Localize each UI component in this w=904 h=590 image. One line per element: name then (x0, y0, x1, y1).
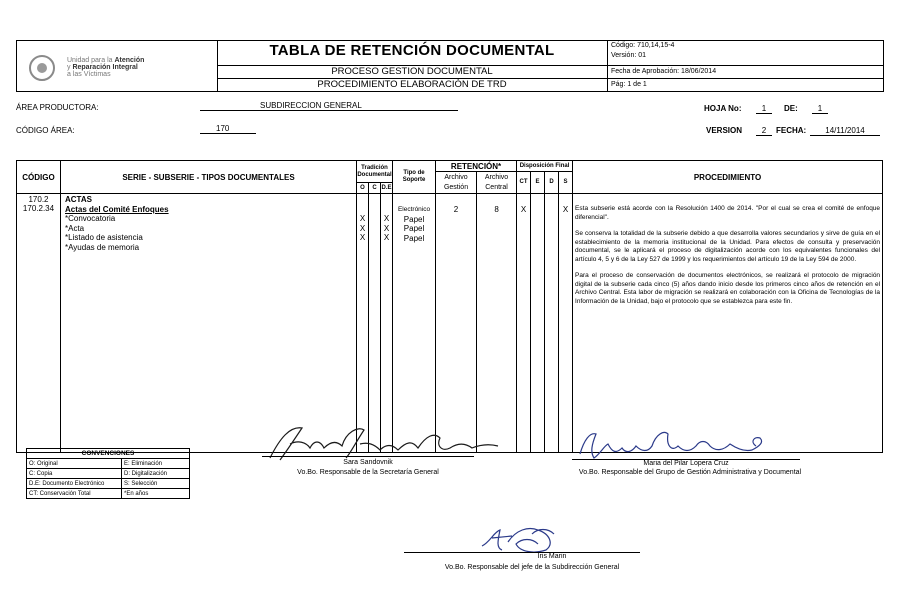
doc-code: Código: 710,14,15-4 (611, 42, 675, 49)
process-name: PROCESO GESTION DOCUMENTAL (217, 65, 607, 78)
doc-version: Versión: 01 (611, 52, 647, 59)
hoja-label: HOJA No: (704, 104, 742, 113)
signer-name: Iris Marin (537, 553, 567, 560)
col-retencion: RETENCIÓN* (436, 161, 517, 172)
codigo-area-label: CÓDIGO ÁREA: (16, 126, 75, 135)
signature-maria-icon (560, 424, 780, 464)
mark-de: X (383, 233, 390, 242)
procedimiento-text: Para el proceso de conservación de documentos electrónicos, se realizará el protocolo de migración digital de la subserie cada cinco (5) años dando inicio desde los primeros cinco años de retención en el Archivo Central. Esta labor de migración se realizará en colaboración con la Oficina de Tecnologías de la Información de la Unidad, bajo el protocolo que se establezca para este fin. (575, 272, 881, 305)
convention-item: D: Digitalización (122, 469, 190, 479)
area-label: ÁREA PRODUCTORA: (16, 103, 99, 112)
convention-item: D.E: Documento Electrónico (27, 479, 122, 489)
col-procedimiento: PROCEDIMIENTO (573, 161, 883, 194)
convention-item: C: Copia (27, 469, 122, 479)
serie-code: 170.2 (28, 195, 49, 204)
col-soporte: Tipo de Soporte (393, 161, 436, 194)
fecha-value: 14/11/2014 (810, 126, 880, 136)
table-row (17, 194, 883, 453)
unidad-victimas-logo-icon (29, 55, 55, 81)
mark-de: X (383, 223, 390, 233)
soporte: Papel (403, 233, 425, 243)
hoja-value: 1 (756, 104, 772, 114)
col-o: O (357, 183, 369, 194)
page-number: Pág: 1 de 1 (607, 78, 883, 90)
soporte: Papel (403, 224, 425, 233)
col-disposicion: Disposición Final (517, 161, 573, 172)
retention-table (16, 160, 883, 453)
conventions-title: CONVENCIONES (27, 449, 190, 459)
codigo-area-value: 170 (200, 124, 256, 134)
conventions-table (26, 448, 190, 499)
logo-text: a las Víctimas (67, 71, 111, 78)
col-central: Archivo Central (477, 172, 517, 194)
mark-de: X (383, 214, 390, 223)
document-header (16, 40, 884, 92)
de-value: 1 (812, 104, 828, 114)
signer-name: Maria del Pilar Lopera Cruz (643, 460, 729, 467)
fecha-label: FECHA: (776, 126, 807, 135)
tipo-documental: *Acta (65, 223, 85, 233)
convention-item: S: Selección (122, 479, 190, 489)
signer-role: Vo.Bo. Responsable del jefe de la Subdirección General (444, 564, 620, 571)
approval-date: Fecha de Aprobación: 18/06/2014 (607, 65, 883, 77)
mark-s: X (559, 194, 573, 453)
signer-role: Vo.Bo. Responsable del Grupo de Gestión Administrativa y Documental (578, 469, 802, 476)
procedure-name: PROCEDIMIENTO ELABORACIÓN DE TRD (217, 78, 607, 91)
version-value: 2 (756, 126, 772, 136)
col-d: D (545, 172, 559, 194)
retencion-gestion: 2 (436, 194, 477, 453)
procedimiento-text: Esta subserie está acorde con la Resolución 1400 de 2014. "Por el cual se crea el comité de enfoque diferencial". (575, 205, 881, 221)
de-label: DE: (784, 104, 798, 113)
tipo-documental: *Listado de asistencia (65, 233, 143, 242)
logo-block: Unidad para la Atención y Reparación Integral a las Víctimas (17, 41, 218, 91)
soporte: Papel (403, 214, 425, 224)
convention-item: *En años (122, 489, 190, 499)
col-e: E (531, 172, 545, 194)
col-de: D.E (381, 183, 393, 194)
col-s: S (559, 172, 573, 194)
version-label: VERSION (706, 126, 743, 135)
signer-role: Vo.Bo. Responsable de la Secretaría General (297, 469, 439, 476)
subserie-name: Actas del Comité Enfoques (65, 204, 169, 214)
tipo-documental: *Convocatoria (65, 214, 116, 223)
convention-item: O: Original (27, 459, 122, 469)
col-serie: SERIE - SUBSERIE - TIPOS DOCUMENTALES (61, 161, 357, 194)
col-gestion: Archivo Gestión (436, 172, 477, 194)
col-c: C (369, 183, 381, 194)
mark-o: X (359, 223, 366, 233)
procedimiento-text: Se conserva la totalidad de la subserie debido a que desarrolla valores secundarios y sirve de guía en el establecimiento de la memoria institucional de la Unidad. Para efectos de consulta y preservación documental, se le aplicará el proceso de digitalización acorde con los equivalentes funcionales del artículo 4, 5 y 6 de la Ley 527 de 1999 y los requerimientos del artículo 19 de la Ley 594 de 2000. (575, 230, 881, 263)
document-title: TABLA DE RETENCIÓN DOCUMENTAL (269, 42, 555, 59)
convention-item: E: Eliminación (122, 459, 190, 469)
signer-name: Sara Sandovnik (343, 459, 393, 466)
tipo-documental: *Ayudas de memoria (65, 242, 140, 252)
serie-name: ACTAS (65, 195, 92, 204)
subserie-code: 170.2.34 (22, 204, 55, 213)
mark-o: X (359, 214, 366, 223)
convention-item: CT: Conservación Total (27, 489, 122, 499)
col-codigo: CÓDIGO (17, 161, 61, 194)
col-ct: CT (517, 172, 531, 194)
soporte: Electrónico (397, 206, 431, 213)
mark-o: X (359, 233, 366, 242)
col-tradicion: Tradición Documental (357, 161, 393, 183)
retencion-central: 8 (477, 194, 517, 453)
area-value: SUBDIRECCION GENERAL (200, 101, 458, 111)
mark-ct: X (517, 194, 531, 453)
